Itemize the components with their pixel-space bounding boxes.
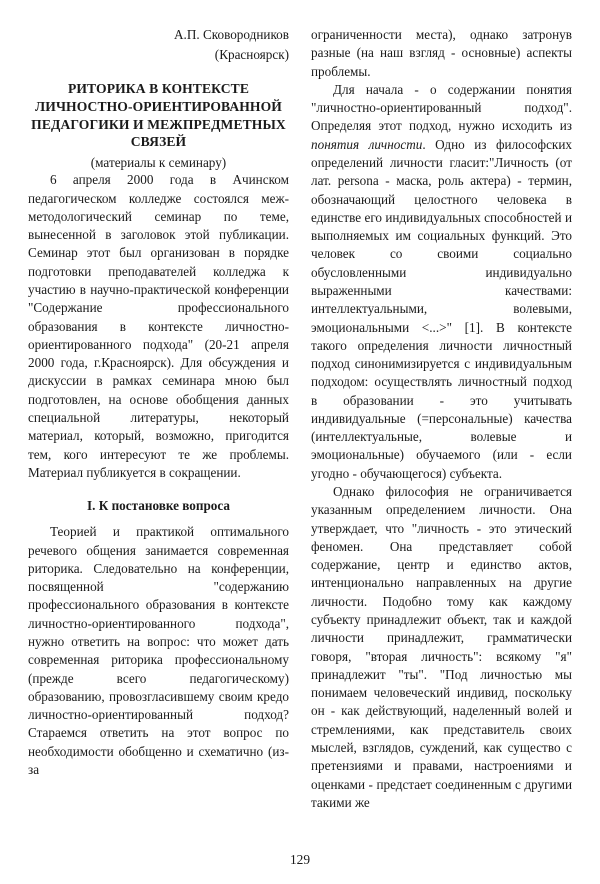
section-heading: I. К постановке вопроса — [86, 498, 231, 514]
left-column — [28, 26, 289, 838]
paragraph — [311, 81, 572, 483]
page-number: 129 — [289, 852, 311, 867]
paragraph: ограниченности места), однако затронув разные (на наш взгляд - основные) аспекты проблемы. — [311, 27, 572, 79]
paragraph-part: . Одно из философских определений личности гласит:"Личность (от лат. persona - маска, роль актера) - термин, обозначающий целостного человека в единстве его индивидуальных способностей и выполняемых им социальных функций. Это человек со своими социально обусловленными индивидуально выраженными качествами: интеллектуальными, волевыми, эмоциональными <...>" [1]. В контексте такого определения личности личностный подход синонимизируется с индивидуальным подходом: осуществлять личностный подход в образовании - это учитывать индивидуальные (=персональные) качества (интеллектуальные, волевые и эмоциональные) обучаемого (или - если угодно - обучающегося) субъекта. — [311, 136, 572, 481]
page-title: РИТОРИКА В КОНТЕКСТЕ ЛИЧНОСТНО-ОРИЕНТИРОВАННОЙ ПЕДАГОГИКИ И МЕЖПРЕДМЕТНЫХ СВЯЗЕЙ — [31, 81, 286, 150]
author-city: (Красноярск) — [214, 46, 289, 62]
right-column — [311, 26, 572, 838]
page-subtitle: (материалы к семинару) — [90, 155, 227, 171]
paragraph-emphasis: понятия личности — [311, 136, 423, 152]
paragraph: Теорией и практикой оптимального речевого общения занимается современная риторика. Следовательно на конференции, посвященной "содержанию профессионального образования в контексте личностно-ориентированного подхода", нужно ответить на вопрос: что может дать современная риторика профессиональному (прежде всего педагогическому) образованию, провозгласившему своим кредо личностно-ориентированный подход? Стараемся ответить на этот вопрос по необходимости обобщенно и схематично (из-за — [28, 524, 289, 777]
author-name: А.П. Сковородников — [174, 27, 289, 42]
paragraph: 6 апреля 2000 года в Ачинском педагогическом колледже состоялся меж-методологический семинар по теме, вынесенной в заголовок этой публикации. Семинар этот был организован в порядке подготовки преподавателей колледжа к участию в научно-практической конференции "Содержание профессионального образования в контексте личностно-ориентированного подхода" (20-21 апреля 2000 года, г.Красноярск). Для обсуждения и дискуссии в рамках семинара мною был подготовлен, на основе обобщения данных специальной литературы, некоторый материал, который, возможно, пригодится тем, кого интересуют те же проблемы. Материал публикуется в сокращении. — [28, 172, 289, 480]
two-column-layout — [28, 26, 572, 838]
paragraph-part: Для начала - о содержании понятия "личностно-ориентированный подход". Определяя этот подход, нужно исходить из — [311, 81, 572, 134]
paragraph: Однако философия не ограничивается указанным определением личности. Она утверждает, что "личность - это этический феномен. Она представляет собой содержание, центр и единство актов, интенционально направленных на другие личности. Подобно тому как каждому субъекту принадлежит объект, так и каждой личности принадлежит, грамматически говоря, "вторая личность": всякому "я" принадлежит "ты". "Под личностью мы понимаем человеческий индивид, поскольку он - как действующий, наделенный волей и стремлениями, как представитель своих мыслей, взглядов, суждений, как существо с претензиями и правами, настроениями и оценками - предстает соединенным с другими такими же — [311, 484, 572, 810]
